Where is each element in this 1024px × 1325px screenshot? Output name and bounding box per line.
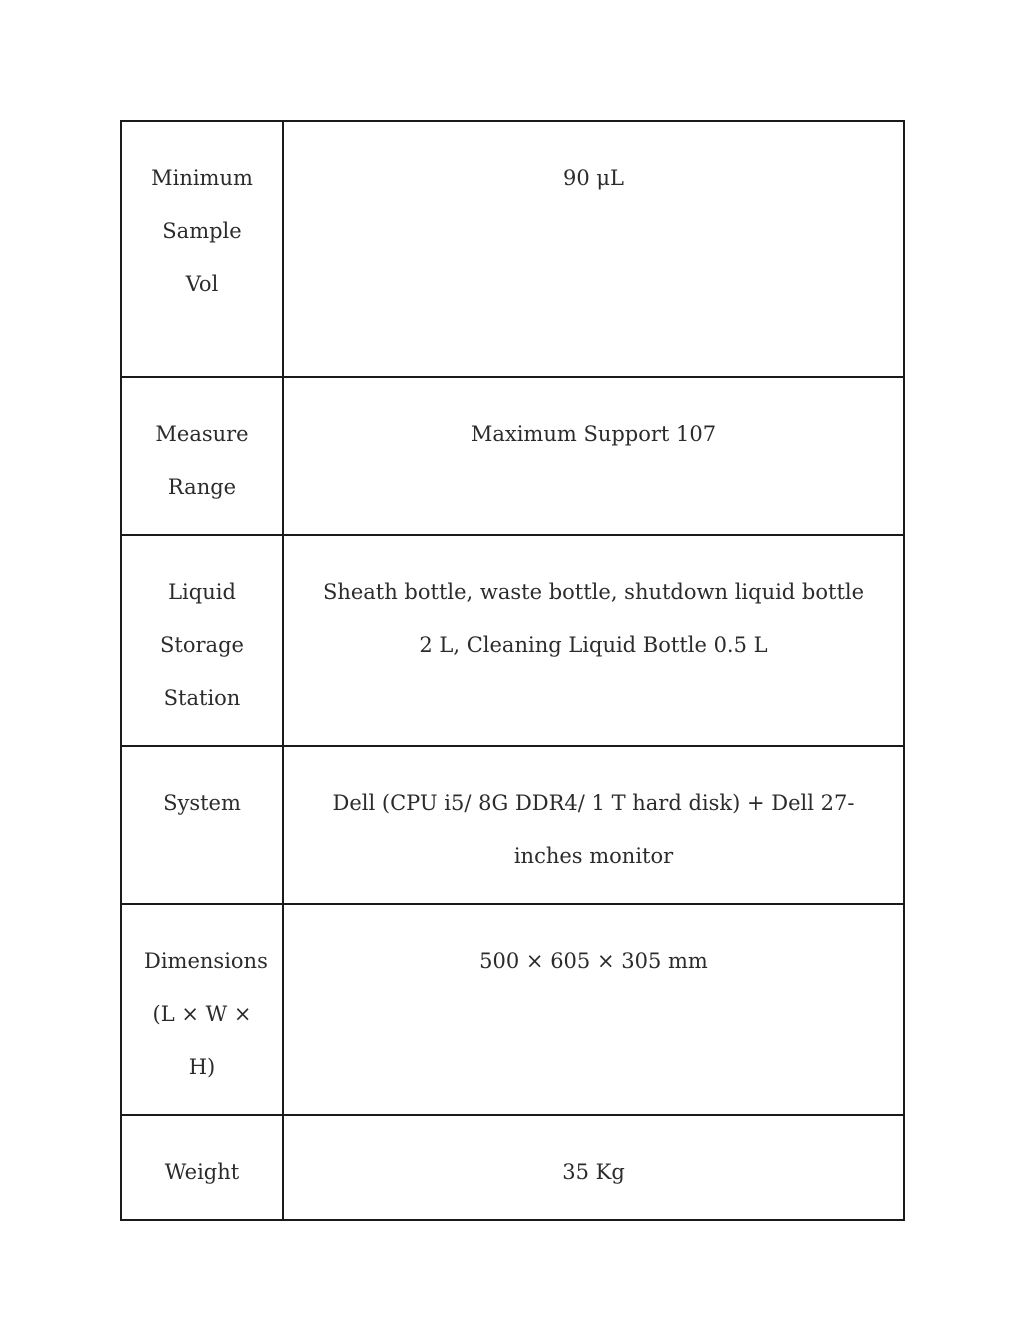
row-value-cell xyxy=(283,377,904,535)
row-label: Liquid Storage Station xyxy=(160,580,244,710)
table-row xyxy=(121,377,904,535)
row-label-cell xyxy=(121,746,283,904)
row-value: 90 μL xyxy=(563,166,624,190)
table-row xyxy=(121,904,904,1115)
row-label-cell xyxy=(121,377,283,535)
row-value: Sheath bottle, waste bottle, shutdown liquid bottle 2 L, Cleaning Liquid Bottle 0.5 L xyxy=(322,580,865,657)
table-row xyxy=(121,746,904,904)
row-value: 35 Kg xyxy=(562,1160,625,1184)
row-label-cell xyxy=(121,121,283,377)
row-value: 500 × 605 × 305 mm xyxy=(479,949,708,973)
row-label-cell xyxy=(121,1115,283,1220)
table-row xyxy=(121,121,904,377)
row-value: Dell (CPU i5/ 8G DDR4/ 1 T hard disk) + Dell 27-inches monitor xyxy=(332,791,855,868)
row-label: Dimensions (L × W × H) xyxy=(144,949,268,1079)
spec-table xyxy=(120,120,905,1221)
row-value-cell xyxy=(283,746,904,904)
row-label: Weight xyxy=(164,1160,240,1184)
row-value-cell xyxy=(283,121,904,377)
row-label: System xyxy=(163,791,241,815)
row-value-cell xyxy=(283,535,904,746)
row-label: Measure Range xyxy=(155,422,249,499)
row-value: Maximum Support 107 xyxy=(470,422,717,446)
row-label-cell xyxy=(121,535,283,746)
row-label-cell xyxy=(121,904,283,1115)
row-value-cell xyxy=(283,904,904,1115)
table-row xyxy=(121,1115,904,1220)
row-value-cell xyxy=(283,1115,904,1220)
row-label: Minimum Sample Vol xyxy=(151,166,253,296)
table-row xyxy=(121,535,904,746)
